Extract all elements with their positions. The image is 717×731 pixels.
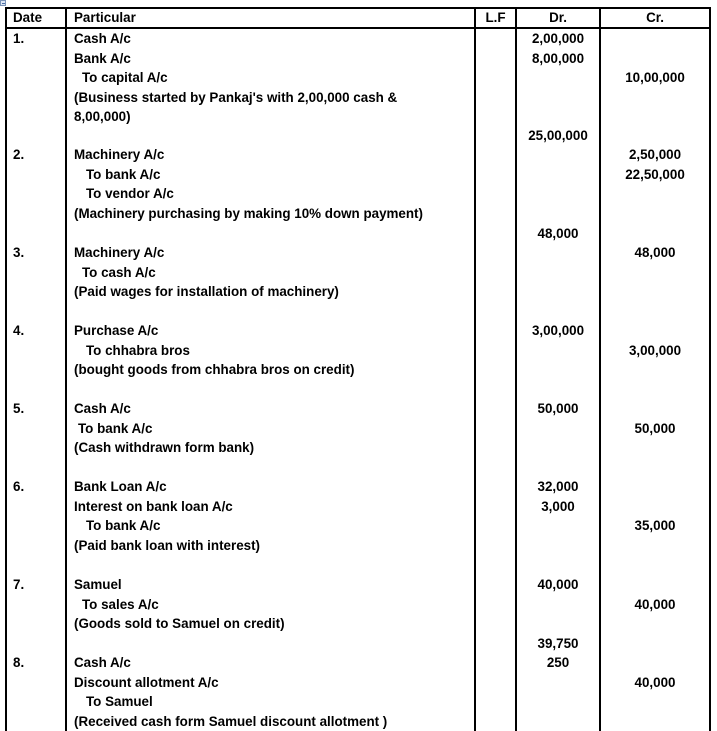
entry-debit-account: Purchase A/c [74, 323, 159, 338]
debit-amount: 50,000 [537, 401, 579, 416]
entry-debit-account: Machinery A/c [74, 147, 165, 162]
entry-credit-account: To chhabra bros [86, 342, 190, 358]
table-right-border [709, 7, 711, 731]
debit-amount: 25,00,000 [528, 127, 588, 143]
debit-amount: 8,00,000 [531, 50, 585, 66]
col-divider-particular [474, 7, 476, 731]
credit-amount: 50,000 [634, 420, 676, 436]
credit-amount: 35,000 [634, 518, 676, 533]
entry-credit-account: To bank A/c [78, 420, 153, 436]
col-divider-dr [599, 7, 601, 731]
entry-credit-account: To cash A/c [82, 264, 156, 280]
entry-debit-account: 8,00,000) [74, 109, 131, 124]
header-cr: Cr. [646, 10, 664, 25]
debit-amount: 250 [546, 655, 570, 670]
entry-credit-account: To vendor A/c [86, 186, 174, 201]
entry-narration: (Paid bank loan with interest) [74, 537, 261, 553]
entry-narration: (bought goods from chhabra bros on credit) [74, 362, 355, 377]
credit-amount: 3,00,000 [628, 342, 682, 358]
entry-credit-account: To bank A/c [86, 166, 161, 182]
entry-narration: (Business started by Pankaj's with 2,00,000 cash & [74, 89, 398, 105]
header-particular: Particular [74, 10, 136, 25]
entry-credit-account: To sales A/c [82, 596, 159, 612]
header-lf: L.F [485, 10, 506, 25]
entry-debit-account: Machinery A/c [74, 245, 165, 260]
col-divider-lf [515, 7, 517, 731]
entry-credit-account: To Samuel [86, 694, 153, 709]
entry-debit-account: Bank Loan A/c [74, 479, 167, 494]
entry-date: 6. [13, 479, 25, 494]
table-move-handle-icon[interactable] [0, 0, 6, 6]
debit-amount: 32,000 [537, 479, 579, 494]
entry-narration: (Goods sold to Samuel on credit) [74, 616, 285, 631]
entry-date: 5. [13, 401, 25, 416]
debit-amount: 2,00,000 [531, 31, 585, 46]
entry-debit-account: Bank A/c [74, 50, 131, 66]
entry-date: 1. [13, 31, 25, 46]
table-left-border [5, 7, 7, 731]
entry-narration: (Paid wages for installation of machinery) [74, 284, 339, 299]
debit-amount: 40,000 [537, 577, 579, 592]
entry-debit-account: Cash A/c [74, 401, 131, 416]
entry-debit-account: Samuel [74, 577, 122, 592]
credit-amount: 40,000 [634, 674, 676, 690]
entry-debit-account: Interest on bank loan A/c [74, 498, 233, 514]
debit-amount: 3,00,000 [531, 323, 585, 338]
entry-credit-account: To bank A/c [86, 518, 161, 533]
credit-amount: 10,00,000 [625, 70, 685, 85]
entry-narration: (Received cash form Samuel discount allotment ) [74, 713, 388, 729]
debit-amount: 39,750 [537, 635, 579, 651]
entry-date: 4. [13, 323, 25, 338]
header-dr: Dr. [549, 10, 567, 25]
col-divider-date [65, 7, 67, 731]
entry-narration: (Machinery purchasing by making 10% down payment) [74, 205, 423, 221]
entry-credit-account: To capital A/c [82, 70, 168, 85]
entry-date: 3. [13, 245, 25, 260]
credit-amount: 48,000 [634, 245, 676, 260]
entry-debit-account: Cash A/c [74, 31, 131, 46]
entry-narration: (Cash withdrawn form bank) [74, 440, 255, 455]
entry-date: 7. [13, 577, 25, 592]
entry-debit-account: Discount allotment A/c [74, 674, 219, 690]
debit-amount: 3,000 [541, 498, 575, 514]
entry-date: 2. [13, 147, 25, 162]
credit-amount: 40,000 [634, 596, 676, 612]
header-date: Date [13, 10, 43, 25]
debit-amount: 48,000 [537, 225, 579, 241]
entry-debit-account: Cash A/c [74, 655, 131, 670]
credit-amount: 22,50,000 [625, 166, 685, 182]
entry-date: 8. [13, 655, 25, 670]
credit-amount: 2,50,000 [628, 147, 682, 162]
